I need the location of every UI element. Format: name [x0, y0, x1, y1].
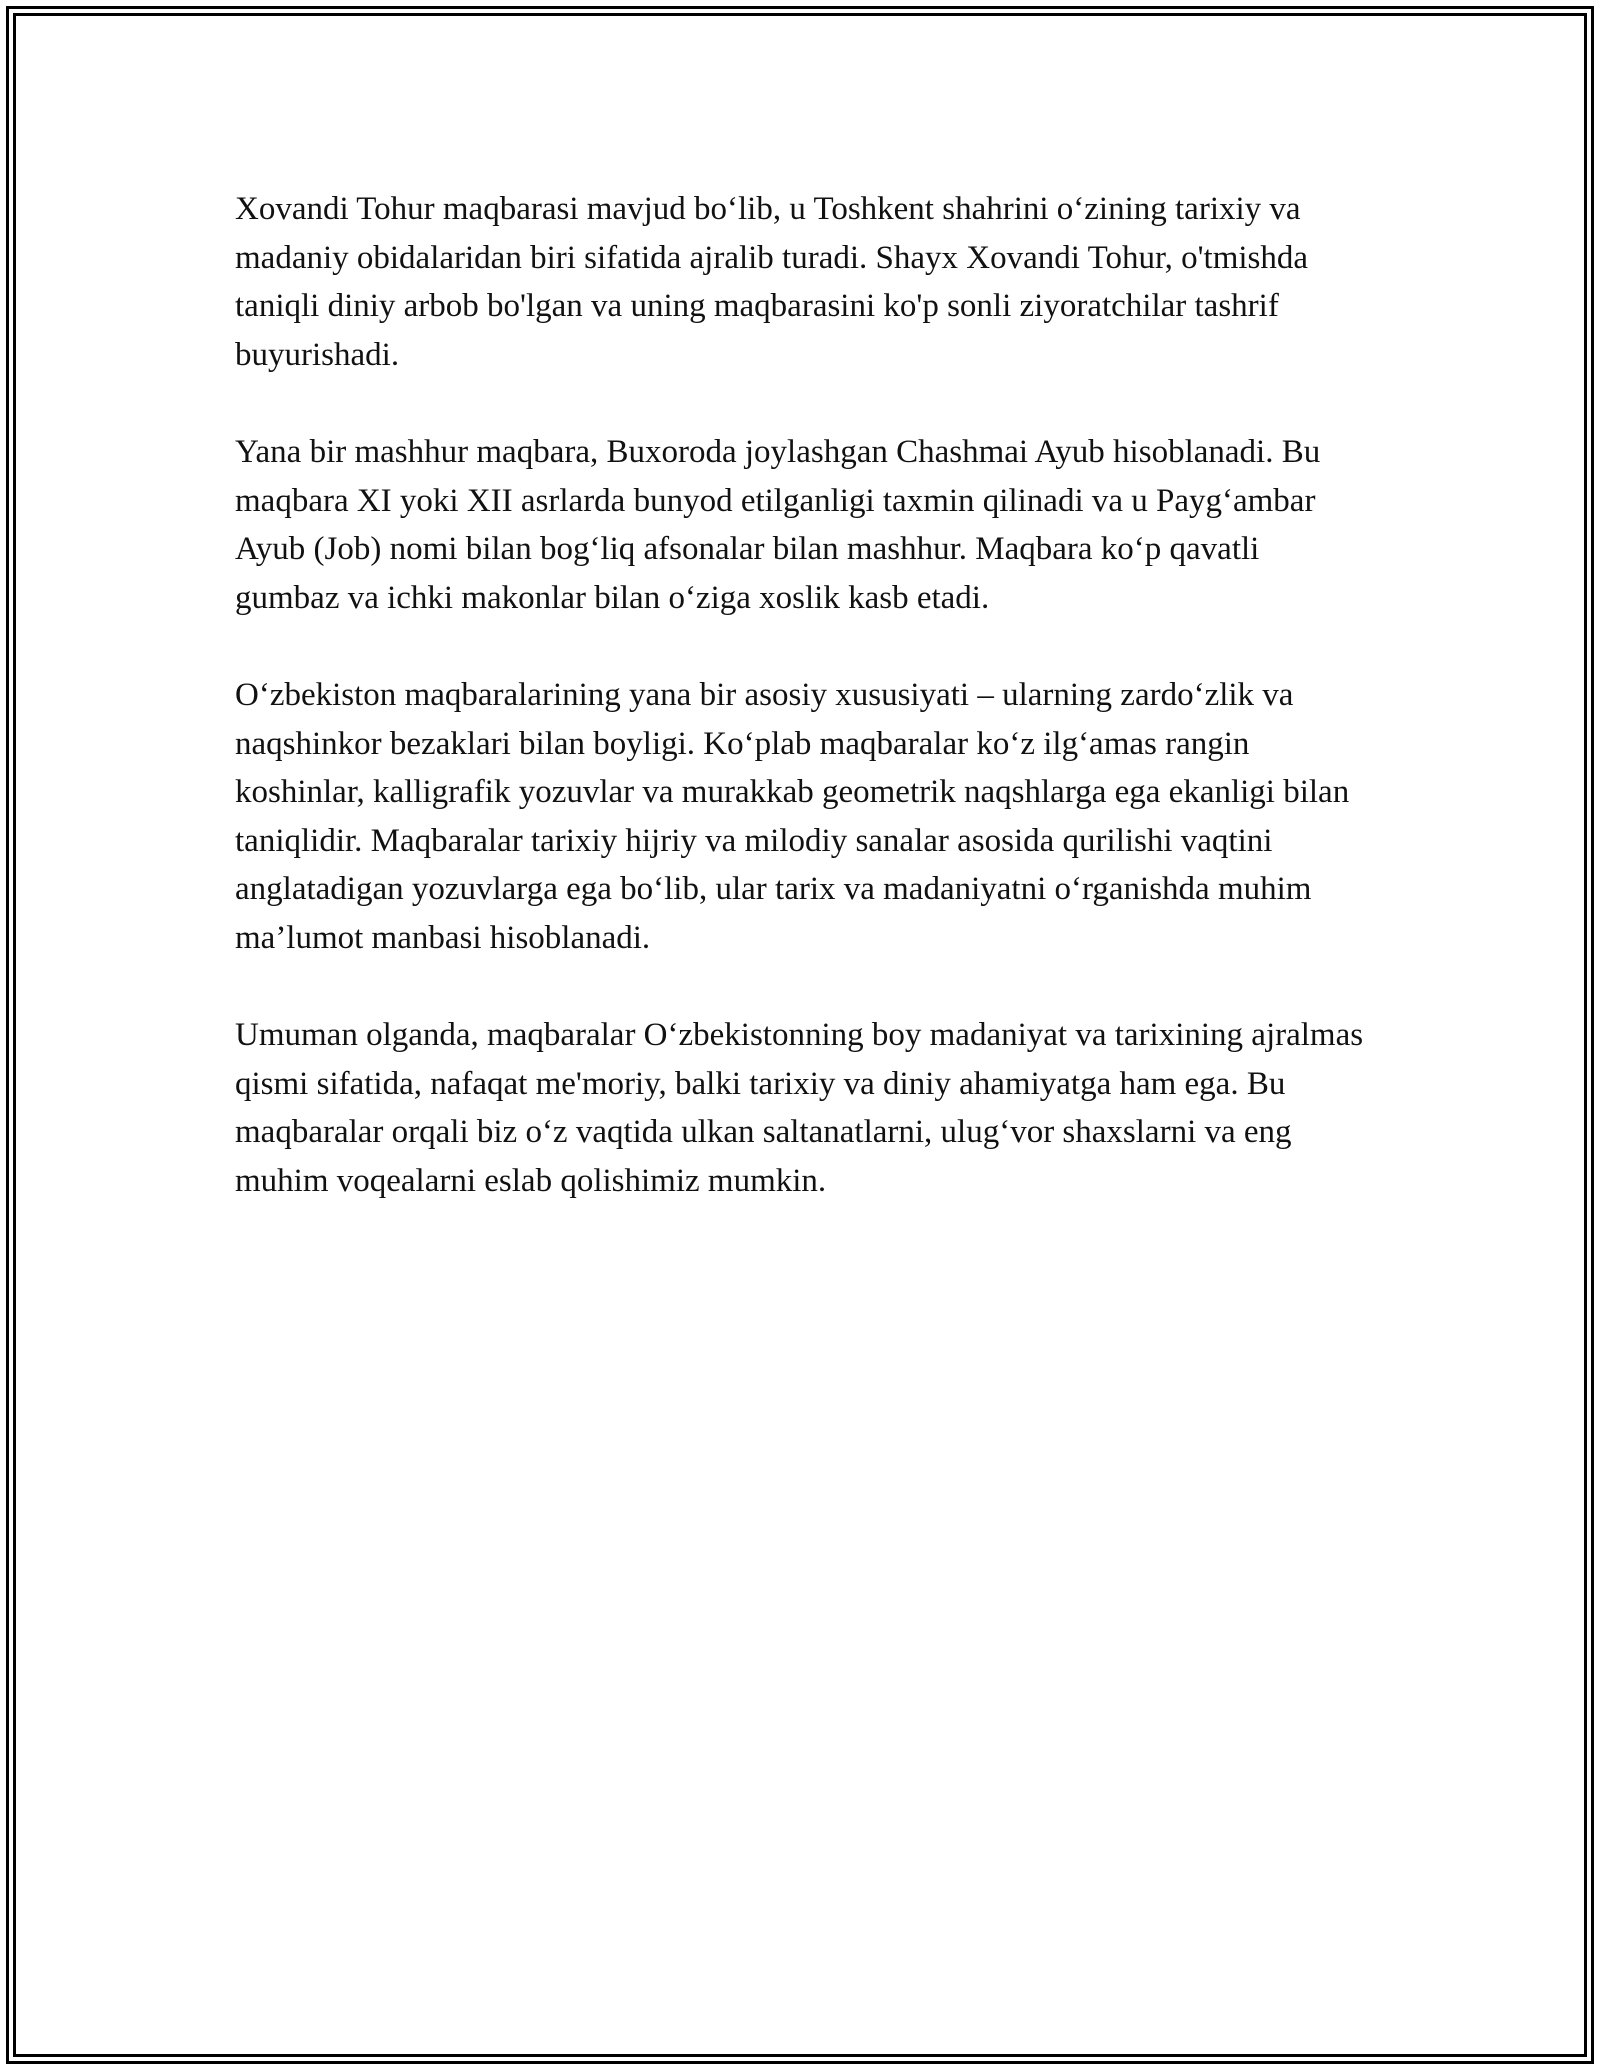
- paragraph-decorations: O‘zbekiston maqbaralarining yana bir asosiy xususiyati – ularning zardo‘zlik va naqshinkor bezaklari bilan boyligi. Ko‘plab maqbaralar ko‘z ilg‘amas rangin koshinlar, kalligrafik yozuvlar va murakkab geometrik naqshlarga ega ekanligi bilan taniqlidir. Maqbaralar tarixiy hijriy va milodiy sanalar asosida qurilishi vaqtini anglatadigan yozuvlarga ega bo‘lib, ular tarix va madaniyatni o‘rganishda muhim ma’lumot manbasi hisoblanadi.: [235, 677, 1350, 956]
- paragraph-xovandi-tohur: Xovandi Tohur maqbarasi mavjud bo‘lib, u Toshkent shahrini o‘zining tarixiy va madaniy obidalaridan biri sifatida ajralib turadi. Shayx Xovandi Tohur, o'tmishda taniqli diniy arbob bo'lgan va uning maqbarasini ko'p sonli ziyoratchilar tashrif buyurishadi.: [235, 191, 1309, 373]
- document-body: [235, 185, 1365, 1254]
- paragraph-chashmai-ayub: Yana bir mashhur maqbara, Buxoroda joylashgan Chashmai Ayub hisoblanadi. Bu maqbara XI yoki XII asrlarda bunyod etilganligi taxmin qilinadi va u Payg‘ambar Ayub (Job) nomi bilan bog‘liq afsonalar bilan mashhur. Maqbara ko‘p qavatli gumbaz va ichki makonlar bilan o‘ziga xoslik kasb etadi.: [235, 434, 1321, 616]
- paragraph-conclusion: Umuman olganda, maqbaralar O‘zbekistonning boy madaniyat va tarixining ajralmas qismi sifatida, nafaqat me'moriy, balki tarixiy va diniy ahamiyatga ham ega. Bu maqbaralar orqali biz o‘z vaqtida ulkan saltanatlarni, ulug‘vor shaxslarni va eng muhim voqealarni eslab qolishimiz mumkin.: [235, 1017, 1364, 1199]
